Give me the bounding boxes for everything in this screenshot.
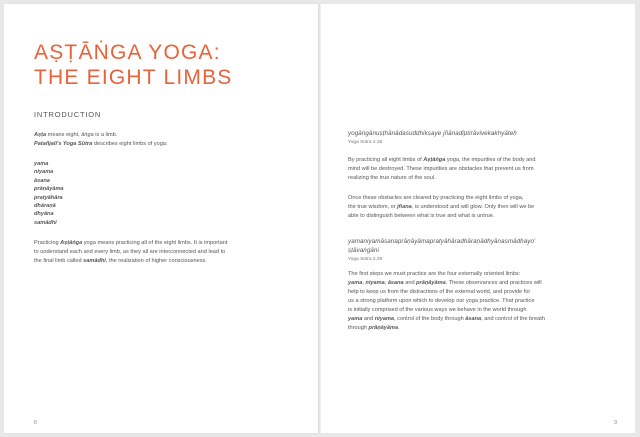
term: samādhi <box>83 258 106 264</box>
text: , and control of the breath <box>481 316 545 322</box>
p2-line-2 <box>348 203 534 212</box>
p1-line-2: mind will be destroyed. These impurities are obstacles that prevent us from <box>348 166 534 172</box>
text: through <box>348 325 369 331</box>
text: yoga, the impurities of the body and <box>445 157 536 163</box>
limb-item: āsana <box>34 177 50 184</box>
term: yama <box>348 316 363 322</box>
text: is a limb. <box>93 132 118 138</box>
practice-line-1 <box>34 239 227 248</box>
sutra-2-line-1: yamaniyamāsanaprāṇāyāmapratyāhāradhāraṇādhyānasmādhayo' <box>348 238 536 245</box>
text: and <box>403 280 417 286</box>
limb-item: prāṇāyāma <box>34 186 64 193</box>
text: Practicing <box>34 240 61 246</box>
limb-item: niyama <box>34 169 54 176</box>
title-line-1: AṢṬĀṄGA YOGA: <box>34 41 221 64</box>
p3-line-4: us a strong platform upon which to develop our yoga practice. That practice <box>348 298 535 304</box>
practice-line-3 <box>34 257 207 266</box>
limb-item: dhyāna <box>34 211 54 218</box>
term: Aṣṭa <box>34 132 47 138</box>
page-title <box>34 40 232 90</box>
term: āsana <box>387 280 404 286</box>
p3-line-1: The first steps we must practice are the four externally oriented limbs: <box>348 271 521 277</box>
page-number: 9 <box>614 420 617 426</box>
p3-line-7 <box>348 324 400 333</box>
term: yama <box>348 280 363 286</box>
text: . These observances and practices will <box>445 280 542 286</box>
text: means eight, <box>46 132 82 138</box>
term: niyama <box>374 316 395 322</box>
page-number: 8 <box>34 420 37 426</box>
term: āṅga <box>81 132 94 138</box>
text: the final limb called <box>34 258 84 264</box>
limb-item: dhāraṇā <box>34 203 56 210</box>
term: Aṣṭāṅga <box>423 157 446 163</box>
sutra-1-reference: Yoga Sūtra 2.28 <box>348 140 383 145</box>
right-page <box>321 4 635 433</box>
text: , <box>362 280 366 286</box>
term: prāṇāyāma <box>368 325 399 331</box>
p3-line-6 <box>348 315 545 324</box>
term: prāṇāyāma <box>416 280 446 286</box>
intro-line-2 <box>34 140 167 149</box>
text: describes eight limbs of yoga: <box>92 141 168 147</box>
term: āsana <box>465 316 482 322</box>
text: and <box>362 316 375 322</box>
text: the true wisdom, or <box>348 204 398 210</box>
text: . <box>398 325 400 331</box>
p3-line-2 <box>348 279 542 288</box>
p1-line-3: realizing the true nature of the soul. <box>348 175 436 181</box>
limb-item: yama <box>34 161 49 167</box>
limb-item: samādhi <box>34 219 57 226</box>
sutra-2-reference: Yoga Sūtra 2.29 <box>348 257 383 262</box>
p2-line-1: Once these obstacles are cleared by practicing the eight limbs of yoga, <box>348 195 524 201</box>
left-page <box>4 4 318 433</box>
text: By practicing all eight limbs of <box>348 157 424 163</box>
term: Aṣṭāṅga <box>60 240 83 246</box>
p3-line-3: help to keep us from the distractions of the external world, and provide for <box>348 289 531 295</box>
section-heading: INTRODUCTION <box>34 110 102 119</box>
term: niyama <box>365 280 385 286</box>
limb-item: pratyāhāra <box>34 194 63 201</box>
sutra-2-line-2: ṣṭāvaṅgāni <box>348 247 379 254</box>
p1-line-1 <box>348 156 536 165</box>
sutra-1: yogāṅgānuṣṭhānādaśuddhikṣaye jñānadīptirāvivekakhyāteḥ <box>348 130 517 137</box>
p2-line-3: able to distinguish between what is true and what is untrue. <box>348 213 495 219</box>
practice-line-2: to understand each and every limb, as they all are interconnected and lead to <box>34 249 226 255</box>
p3-line-5: is initially comprised of the various ways we behave in the world through <box>348 307 527 313</box>
limbs-list <box>34 160 64 227</box>
title-line-2: THE EIGHT LIMBS <box>34 66 233 89</box>
text: , is understood and will glow. Only then will we be <box>411 204 535 210</box>
text: , the realization of higher consciousness. <box>105 258 207 264</box>
intro-line-1 <box>34 131 117 140</box>
text: yoga means practicing all of the eight limbs. It is important <box>82 240 228 246</box>
term: jñana <box>397 204 412 210</box>
text: , <box>384 280 388 286</box>
text: , control of the body through <box>394 316 466 322</box>
term: Patañjali's Yoga Sūtra <box>34 141 93 147</box>
